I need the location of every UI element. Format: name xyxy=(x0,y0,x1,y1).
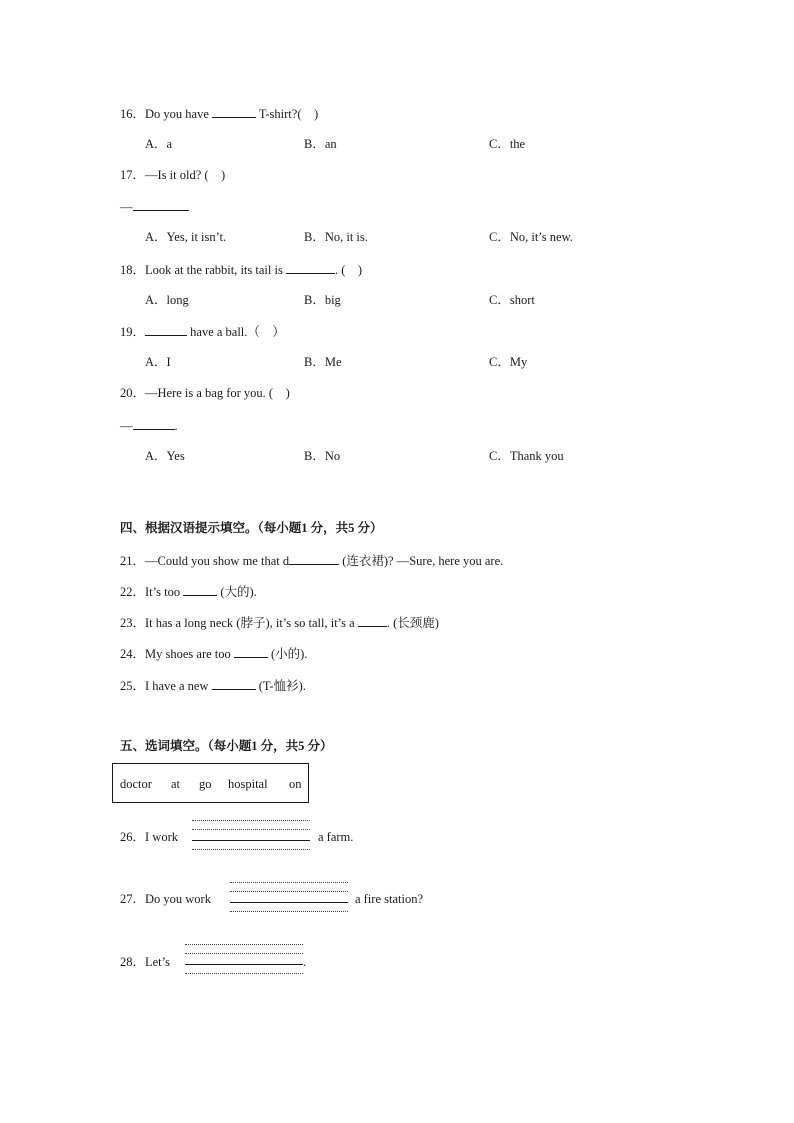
answer-writing-lines[interactable] xyxy=(192,818,310,852)
question-19 xyxy=(120,323,285,340)
answer-blank[interactable] xyxy=(212,677,256,690)
dotted-guide-line xyxy=(230,882,348,883)
question-26-text-start: 26．I work xyxy=(120,830,178,844)
question-18-text-end: . ( ) xyxy=(334,263,363,277)
dotted-guide-line xyxy=(230,891,348,892)
question-25-text-start: 25．I have a new xyxy=(120,679,212,693)
question-21 xyxy=(120,552,503,569)
answer-baseline xyxy=(192,840,310,841)
word-bank xyxy=(112,763,309,803)
word-bank-item: doctor xyxy=(120,777,152,791)
dotted-guide-line xyxy=(192,820,310,821)
answer-blank[interactable] xyxy=(286,261,335,274)
option-18-c[interactable]: C．short xyxy=(489,293,535,307)
question-28-text-start: 28．Let’s xyxy=(120,955,170,969)
answer-baseline xyxy=(185,964,303,965)
question-27-text-start: 27．Do you work xyxy=(120,892,211,906)
question-19-text-end: have a ball.（ ） xyxy=(187,325,285,339)
question-16-text-end: T-shirt?( ) xyxy=(256,107,319,121)
word-bank-item: on xyxy=(289,777,302,791)
option-17-c[interactable]: C．No, it’s new. xyxy=(489,230,573,244)
question-25-text-end: (T-恤衫). xyxy=(255,679,306,693)
answer-blank[interactable] xyxy=(133,417,175,430)
answer-writing-lines[interactable] xyxy=(230,880,348,914)
answer-blank[interactable] xyxy=(289,552,339,565)
answer-writing-lines[interactable] xyxy=(185,942,303,976)
question-18-text-start: 18．Look at the rabbit, its tail is xyxy=(120,263,286,277)
option-20-a[interactable]: A．Yes xyxy=(145,449,185,463)
option-16-b[interactable]: B．an xyxy=(304,137,337,151)
dotted-guide-line xyxy=(185,944,303,945)
question-22-text-end: (大的). xyxy=(217,585,257,599)
question-18 xyxy=(120,261,362,278)
option-16-a[interactable]: A．a xyxy=(145,137,173,151)
word-bank-item: at xyxy=(171,777,181,791)
question-28-text-end: . xyxy=(303,955,307,969)
option-19-b[interactable]: B．Me xyxy=(304,355,342,369)
question-23-text-start: 23．It has a long neck (脖子), it’s so tall, it’s a xyxy=(120,616,358,630)
option-20-b[interactable]: B．No xyxy=(304,449,341,463)
word-bank-item: go xyxy=(199,777,212,791)
answer-blank[interactable] xyxy=(183,583,217,596)
option-19-a[interactable]: A．I xyxy=(145,355,171,369)
question-16-text-start: 16．Do you have xyxy=(120,107,212,121)
dotted-guide-line xyxy=(185,973,303,974)
answer-blank[interactable] xyxy=(234,645,268,658)
answer-blank[interactable] xyxy=(145,323,187,336)
option-19-c[interactable]: C．My xyxy=(489,355,528,369)
answer-baseline xyxy=(230,902,348,903)
question-24 xyxy=(120,645,307,662)
dotted-guide-line xyxy=(192,829,310,830)
answer-blank[interactable] xyxy=(133,198,189,211)
dotted-guide-line xyxy=(230,911,348,912)
question-24-text-start: 24．My shoes are too xyxy=(120,647,234,661)
question-23-text-end: . (长颈鹿) xyxy=(386,616,439,630)
question-20-answer-line xyxy=(120,417,178,434)
option-17-b[interactable]: B．No, it is. xyxy=(304,230,368,244)
answer-blank[interactable] xyxy=(358,614,387,627)
dash-prefix: — xyxy=(120,200,133,214)
question-17: 17．—Is it old? ( ) xyxy=(120,168,226,182)
period-suffix: . xyxy=(174,419,178,433)
question-21-text-start: 21．—Could you show me that d xyxy=(120,554,290,568)
answer-blank[interactable] xyxy=(212,105,256,118)
question-21-text-end: (连衣裙)? —Sure, here you are. xyxy=(339,554,504,568)
question-26-text-end: a farm. xyxy=(318,830,354,844)
option-18-a[interactable]: A．long xyxy=(145,293,189,307)
option-18-b[interactable]: B．big xyxy=(304,293,341,307)
section-5-heading: 五、选词填空。（每小题1 分，共5 分） xyxy=(120,739,333,753)
question-16 xyxy=(120,105,318,122)
question-22 xyxy=(120,583,257,600)
option-16-c[interactable]: C．the xyxy=(489,137,526,151)
question-20: 20．—Here is a bag for you. ( ) xyxy=(120,386,290,400)
question-22-text-start: 22．It’s too xyxy=(120,585,184,599)
question-19-text-start: 19． xyxy=(120,325,146,339)
option-20-c[interactable]: C．Thank you xyxy=(489,449,564,463)
dotted-guide-line xyxy=(185,953,303,954)
word-bank-item: hospital xyxy=(228,777,268,791)
section-4-heading: 四、根据汉语提示填空。（每小题1 分，共5 分） xyxy=(120,521,383,535)
dotted-guide-line xyxy=(192,849,310,850)
question-23 xyxy=(120,614,439,631)
option-17-a[interactable]: A．Yes, it isn’t. xyxy=(145,230,227,244)
question-25 xyxy=(120,677,306,694)
question-17-answer-line xyxy=(120,198,189,215)
question-27-text-end: a fire station? xyxy=(355,892,424,906)
dash-prefix: — xyxy=(120,419,133,433)
question-24-text-end: (小的). xyxy=(267,647,308,661)
